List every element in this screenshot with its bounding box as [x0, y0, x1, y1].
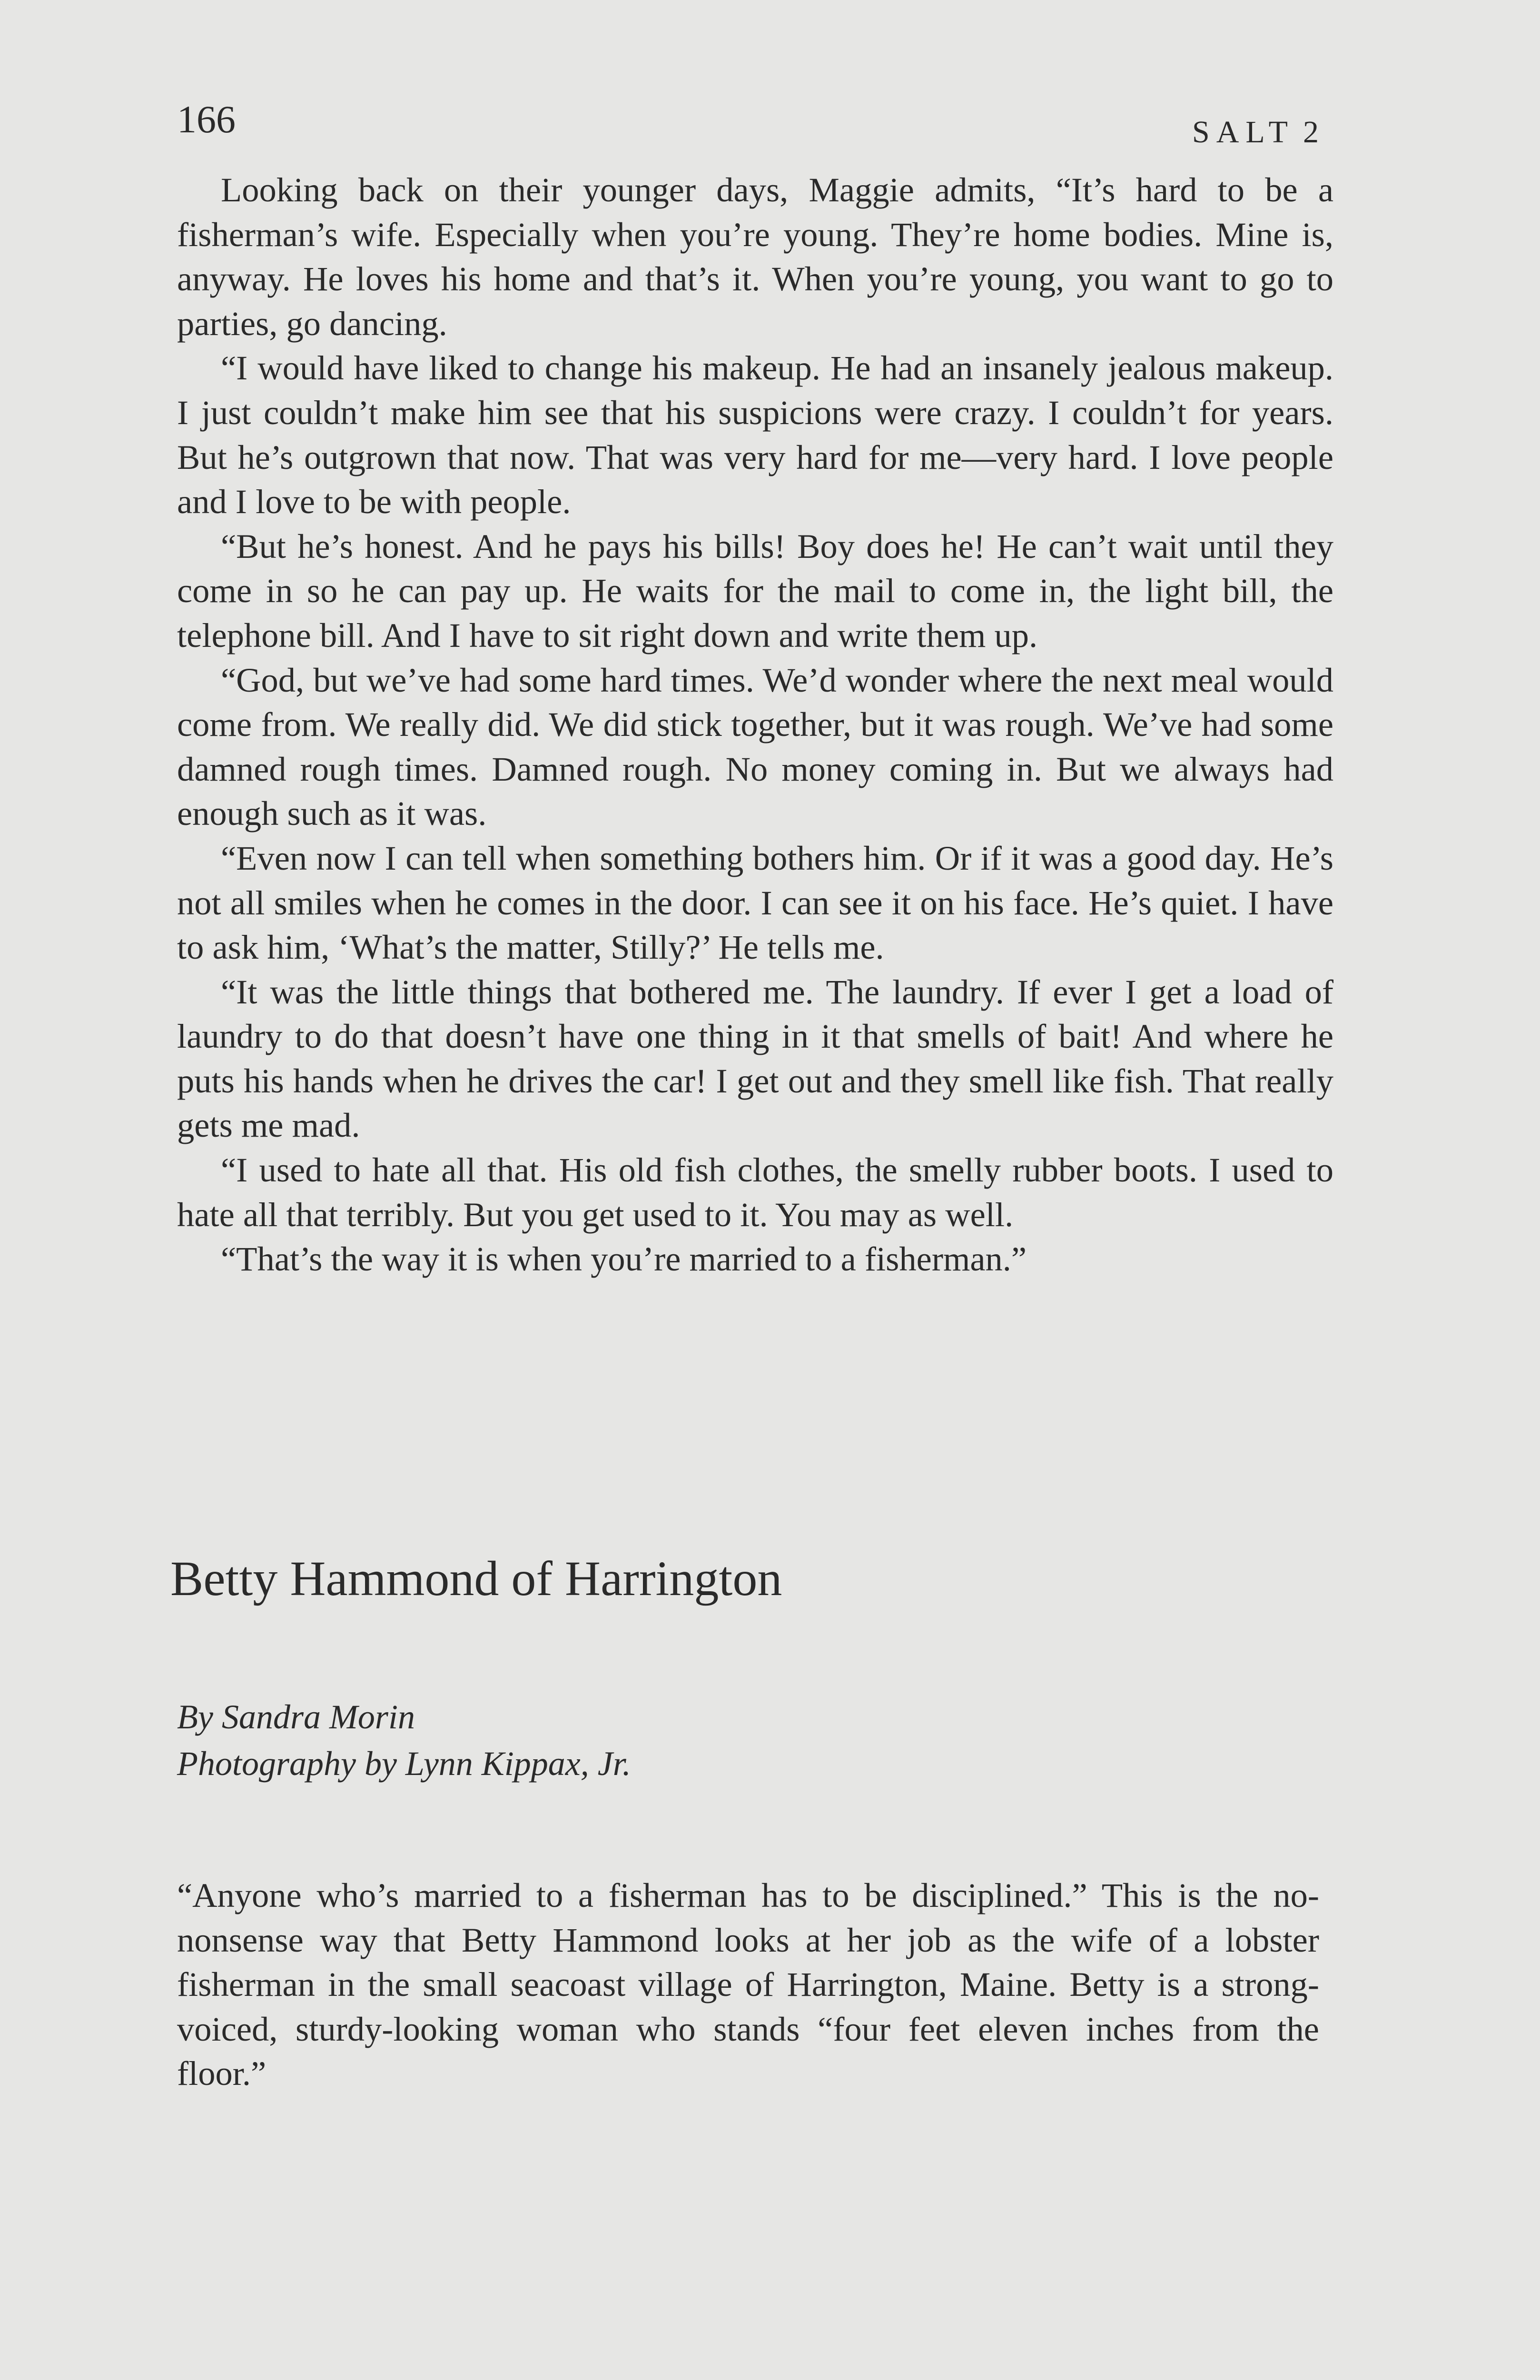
page-number: 166 [177, 98, 236, 141]
running-title: SALT [1192, 115, 1294, 149]
article-title: Betty Hammond of Harrington [170, 1551, 782, 1606]
author-byline: By Sandra Morin [177, 1698, 415, 1736]
previous-article-text [177, 168, 1333, 1281]
paragraph: “That’s the way it is when you’re married to a fisherman.” [221, 1240, 1027, 1279]
byline-block [177, 1694, 631, 1787]
photo-credit: Photography by Lynn Kippax, Jr. [177, 1745, 631, 1783]
paragraph: Looking back on their younger days, Maggie admits, “It’s hard to be a fisherman’s wife. Especially when you’re young. They’re home bodies. Mine is, anyway. He loves his home and that’s it. When you’re young, you want to go to parties, go dancing. [177, 170, 1333, 343]
volume-number: 2 [1303, 115, 1319, 149]
paragraph: “But he’s honest. And he pays his bills! Boy does he! He can’t wait until they come in so he can pay up. He waits for the mail to come in, the light bill, the telephone bill. And I have to sit right down and write them up. [177, 526, 1333, 654]
paragraph: “It was the little things that bothered me. The laundry. If ever I get a load of laundry to do that doesn’t have one thing in it that smells of bait! And where he puts his hands when he drives the car! I get out and they smell like fish. That really gets me mad. [177, 972, 1333, 1145]
paragraph: “Even now I can tell when something bothers him. Or if it was a good day. He’s not all smiles when he comes in the door. I can see it on his face. He’s quiet. I have to ask him, ‘What’s the matter, Stilly?’ He tells me. [177, 838, 1333, 967]
paragraph: “Anyone who’s married to a fisherman has to be disciplined.” This is the no-nonsense way that Betty Hammond looks at her job as the wife of a lobster fisherman in the small seacoast village of Harrington, Maine. Betty is a strong-voiced, sturdy-looking woman who stands “four feet eleven inches from the floor.” [177, 1876, 1319, 2093]
article-body [177, 1873, 1319, 2096]
paragraph: “God, but we’ve had some hard times. We’d wonder where the next meal would come from. We really did. We did stick together, but it was rough. We’ve had some damned rough times. Damned rough. No money coming in. But we always had enough such as it was. [177, 660, 1333, 833]
paragraph: “I would have liked to change his makeup. He had an insanely jealous makeup. I just couldn’t make him see that his suspicions were crazy. I couldn’t for years. But he’s outgrown that now. That was very hard for me—very hard. I love people and I love to be with people. [177, 348, 1333, 521]
paragraph: “I used to hate all that. His old fish clothes, the smelly rubber boots. I used to hate all that terribly. But you get used to it. You may as well. [177, 1150, 1333, 1234]
running-head [1192, 117, 1319, 148]
